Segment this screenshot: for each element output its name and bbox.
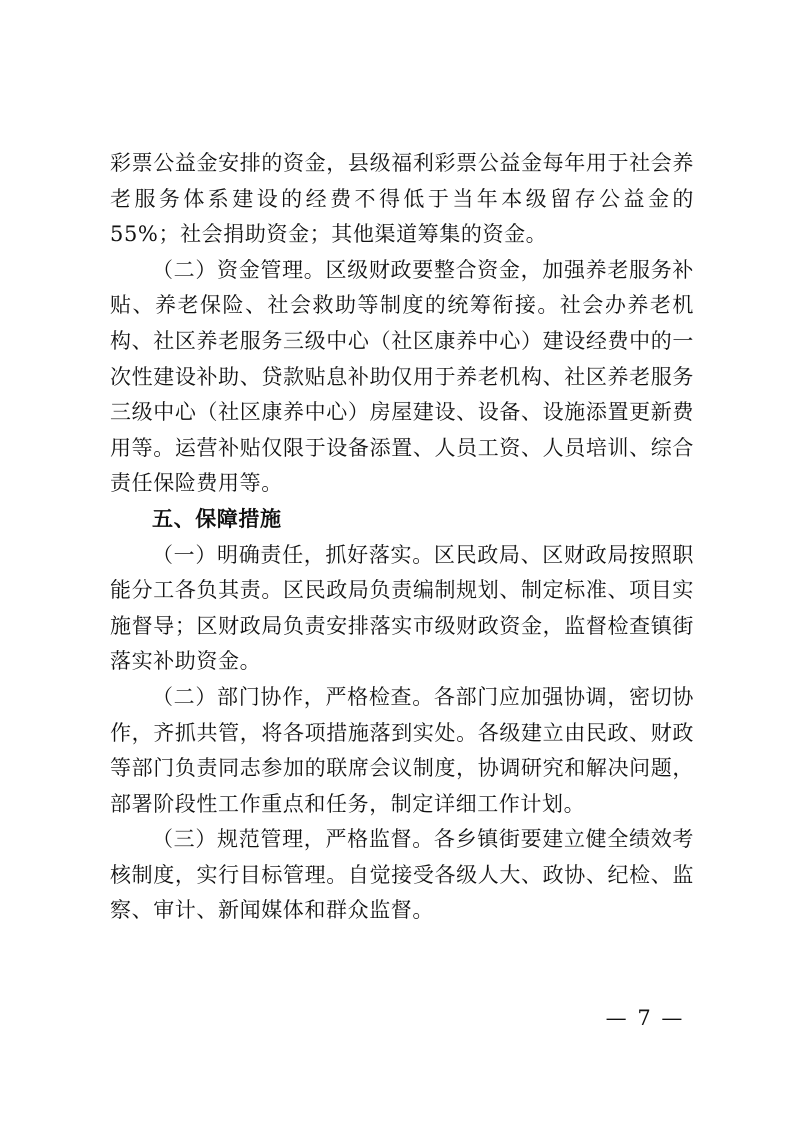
document-body	[110, 146, 694, 929]
section-heading-safeguards: 五、保障措施	[152, 506, 282, 531]
paragraph-cooperation: （二）部门协作，严格检查。各部门应加强协调，密切协作，齐抓共管，将各项措施落到实处。各级建立由民政、财政等部门负责同志参加的联席会议制度，协调研究和解决问题，部署阶段性工作重点和任务，制定详细工作计划。	[110, 684, 694, 816]
paragraph-fund-management: （二）资金管理。区级财政要整合资金，加强养老服务补贴、养老保险、社会救助等制度的统筹衔接。社会办养老机构、社区养老服务三级中心（社区康养中心）建设经费中的一次性建设补助、贷款贴息补助仅用于养老机构、社区养老服务三级中心（社区康养中心）房屋建设、设备、设施添置更新费用等。运营补贴仅限于设备添置、人员工资、人员培训、综合责任保险费用等。	[110, 257, 694, 496]
paragraph-supervision: （三）规范管理，严格监督。各乡镇街要建立健全绩效考核制度，实行目标管理。自觉接受各级人大、政协、纪检、监察、审计、新闻媒体和群众监督。	[110, 827, 694, 923]
page-number: — 7 —	[605, 1006, 685, 1030]
paragraph-funding-sources: 彩票公益金安排的资金，县级福利彩票公益金每年用于社会养老服务体系建设的经费不得低于当年本级留存公益金的55%；社会捐助资金；其他渠道筹集的资金。	[110, 151, 694, 247]
paragraph-responsibility: （一）明确责任，抓好落实。区民政局、区财政局按照职能分工各负其责。区民政局负责编制规划、制定标准、项目实施督导；区财政局负责安排落实市级财政资金，监督检查镇街落实补助资金。	[110, 542, 694, 674]
